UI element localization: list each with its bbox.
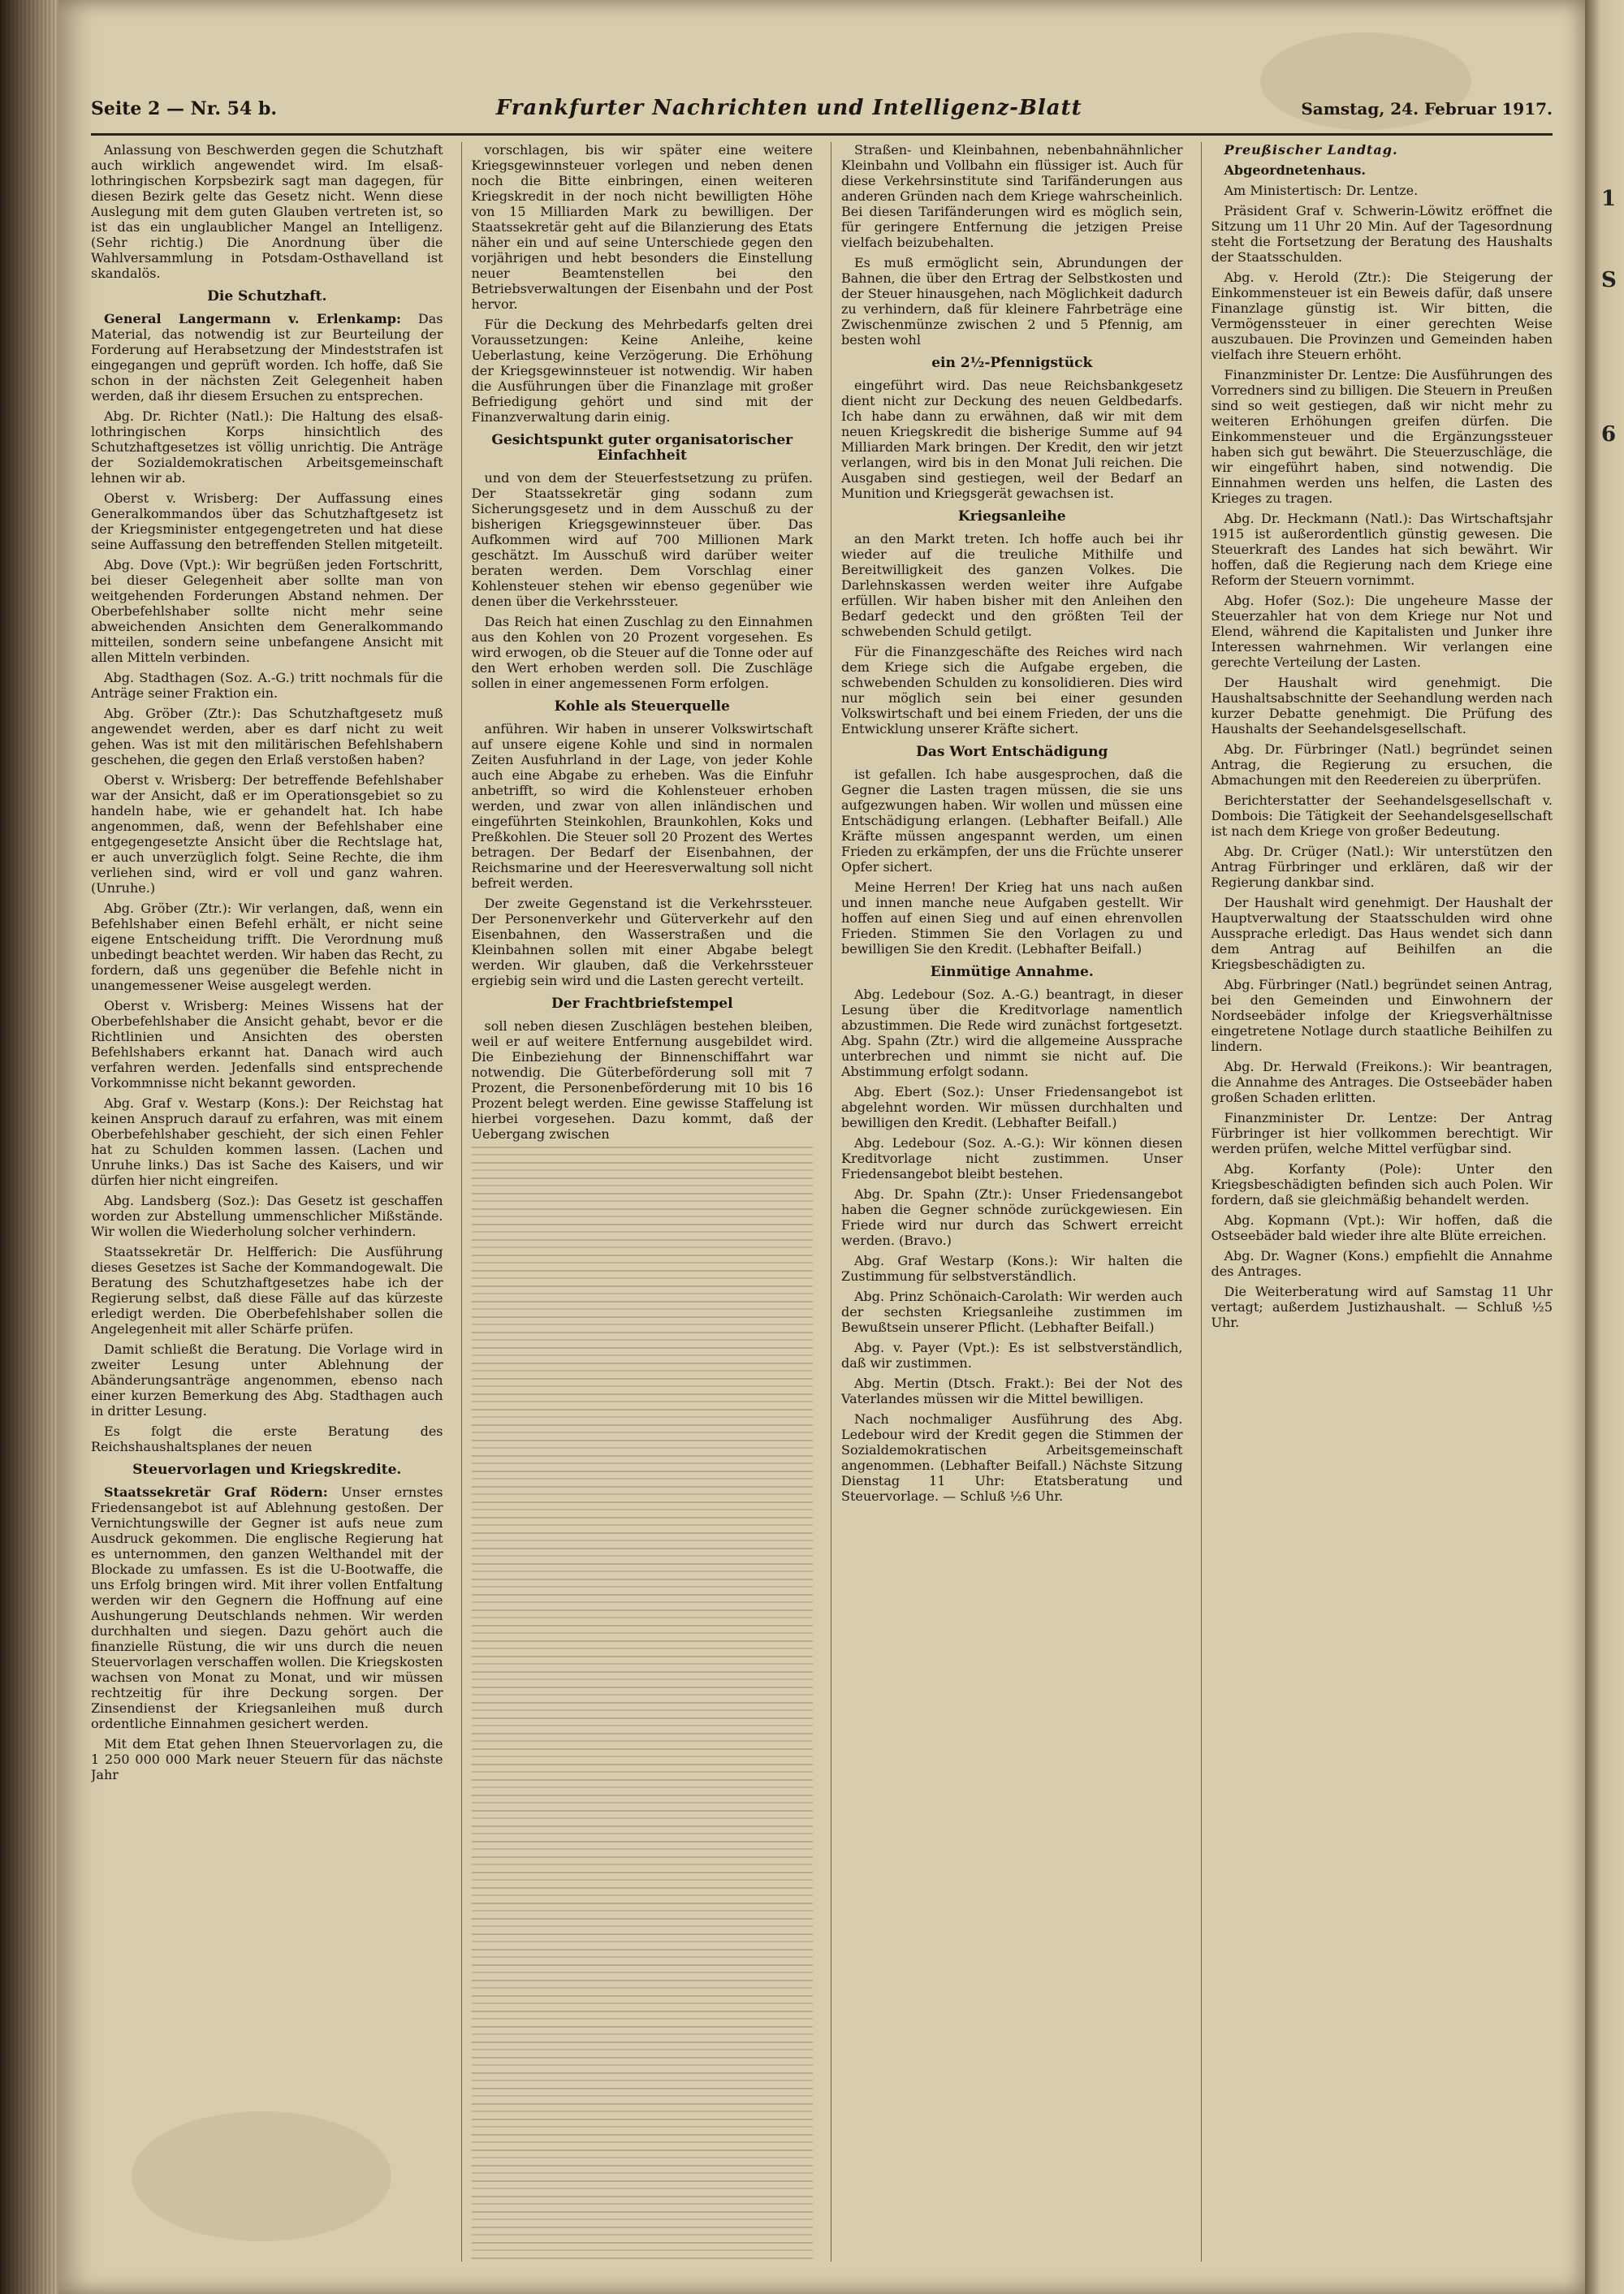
- paragraph: Abg. Dr. Heckmann (Natl.): Das Wirtschaftsjahr 1915 ist außerordentlich günstig gewesen. Die Steuerkraft des Landes hat sich bewährt. Wir hoffen, daß die Regierung nach dem Kriege eine Reform der Steuern vornimmt.: [1211, 511, 1553, 588]
- article-columns: [91, 142, 1553, 2262]
- paragraph: Nach nochmaliger Ausführung des Abg. Ledebour wird der Kredit gegen die Stimmen der Sozialdemokratischen Arbeitsgemeinschaft angenommen. (Lebhafter Beifall.) Nächste Sitzung Dienstag 11 Uhr: Etatsberatung und Steuervorlage. — Schluß ½6 Uhr.: [841, 1411, 1183, 1504]
- paragraph: Die Weiterberatung wird auf Samstag 11 Uhr vertagt; außerdem Justizhaushalt. — Schluß ½5 Uhr.: [1211, 1284, 1553, 1330]
- paragraph: Für die Finanzgeschäfte des Reiches wird nach dem Kriege sich die Aufgabe ergeben, die schwebenden Schulden zu konsolidieren. Dies wird nur möglich sein bei einer gesunden Volkswirtschaft und bei einem Frieden, der uns die Entwicklung unserer Kräfte sichert.: [841, 644, 1183, 737]
- paragraph: Der zweite Gegenstand ist die Verkehrssteuer. Der Personenverkehr und Güterverkehr auf den Eisenbahnen, den Wasserstraßen und die Kleinbahnen sollen mit einer Abgabe belegt werden. Wir glauben, daß die Verkehrssteuer ergiebig sein wird und die Lasten gerecht verteilt.: [471, 896, 813, 988]
- continued-text-block: [472, 1147, 814, 2262]
- paragraph: Abg. Dove (Vpt.): Wir begrüßen jeden Fortschritt, bei dieser Gelegenheit aber sollte man von weitgehenden Forderungen Abstand nehmen. Der Oberbefehlshaber sollte nicht mehr seine abweichenden Ansichten dem Generalkommando mitteilen, sondern seine unbefangene Ansicht mit allen Mitteln verbinden.: [91, 557, 443, 665]
- paragraph: Der Haushalt wird genehmigt. Der Haushalt der Hauptverwaltung der Staatsschulden wird ohne Aussprache erledigt. Das Haus wendet sich dann dem Antrag auf Beihilfen an die Kriegsbeschädigten zu.: [1211, 895, 1553, 972]
- edge-letter: S: [1601, 268, 1617, 292]
- paragraph: Abg. Dr. Richter (Natl.): Die Haltung des elsaß-lothringischen Korps hinsichtlich des Schutzhaftgesetzes ist völlig unrichtig. Die Anträge der Sozialdemokratischen Arbeitsgemeinschaft lehnen wir ab.: [91, 408, 443, 486]
- paragraph: Oberst v. Wrisberg: Der betreffende Befehlshaber war der Ansicht, daß er im Operationsgebiet so zu handeln habe, wie er gehandelt hat. Ich habe angenommen, daß, wenn der Befehlshaber eine entgegengesetzte Ansicht über die Rechtslage hat, er auch unverzüglich folgt. Seine Rechte, die ihm verliehen sind, wird er voll und ganz wahren. (Unruhe.): [91, 772, 443, 896]
- paragraph: Abg. Dr. Crüger (Natl.): Wir unterstützen den Antrag Fürbringer und erklären, daß wir der Regierung dankbar sind.: [1211, 844, 1553, 890]
- newspaper-title: Frankfurter Nachrichten und Intelligenz-Blatt: [495, 96, 1082, 120]
- paragraph: Am Ministertisch: Dr. Lentze.: [1224, 183, 1419, 198]
- paragraph: Anlassung von Beschwerden gegen die Schutzhaft auch wirklich angewendet wird. Im elsaß-lothringischen Korpsbezirk sagt man dagegen, für diesen Bezirk gelte das Gesetz nicht. Wenn diese Auslegung mit dem guten Glauben vertreten ist, so ist das ein unglaublicher Mangel an Intelligenz. (Sehr richtig.) Die Anordnung über die Wahlversammlung in Potsdam-Osthavelland ist skandalös.: [91, 142, 443, 281]
- paragraph: Abg. Ledebour (Soz. A.-G.) beantragt, in dieser Lesung über die Kreditvorlage namentlich abzustimmen. Die Rede wird zunächst fortgesetzt. Abg. Spahn (Ztr.) wird die allgemeine Aussprache unterbrechen und nimmt sie nicht auf. Die Abstimmung erfolgt sodann.: [841, 987, 1183, 1079]
- section-heading: Die Schutzhaft.: [207, 288, 327, 305]
- paragraph: Abg. v. Herold (Ztr.): Die Steigerung der Einkommensteuer ist ein Beweis dafür, daß unsere Finanzlage günstig ist. Wir bitten, die Vermögenssteuer in einer gerechten Weise auszubauen. Die Provinzen und Gemeinden haben vielfach ihre Steuern erhöht.: [1211, 270, 1553, 362]
- paragraph: Abg. Ledebour (Soz. A.-G.): Wir können diesen Kreditvorlage nicht zustimmen. Unser Friedensangebot bleibt bestehen.: [841, 1135, 1183, 1182]
- paragraph: Finanzminister Dr. Lentze: Der Antrag Fürbringer ist hier vollkommen berechtigt. Wir werden prüfen, welche Mittel verfügbar sind.: [1211, 1110, 1553, 1156]
- paragraph: Für die Deckung des Mehrbedarfs gelten drei Voraussetzungen: Keine Anleihe, keine Ueberlastung, keine Verzögerung. Die Erhöhung der Kriegsgewinnsteuer ist notwendig. Wir haben die Ausführungen über die Finanzlage mit großer Befriedigung gehört und sind mit der Finanzverwaltung darin einig.: [471, 317, 813, 425]
- paragraph: Abg. Graf Westarp (Kons.): Wir halten die Zustimmung für selbstverständlich.: [841, 1253, 1183, 1284]
- paragraph: Berichterstatter der Seehandelsgesellschaft v. Dombois: Die Tätigkeit der Seehandelsgesellschaft ist nach dem Kriege von großer Bedeutung.: [1211, 793, 1553, 839]
- paragraph: Oberst v. Wrisberg: Der Auffassung eines Generalkommandos über das Schutzhaftgesetz ist der Kriegsminister entgegengetreten und hat diese seine Auffassung den betreffenden Stellen mitgeteilt.: [91, 490, 443, 552]
- adjacent-page-edge: [1585, 0, 1624, 2294]
- page-number: Seite 2 — Nr. 54 b.: [91, 98, 278, 119]
- paragraph: Abg. Landsberg (Soz.): Das Gesetz ist geschaffen worden zur Abstellung ummenschlicher Mißstände. Wir wollen die Wiederholung solcher verhindern.: [91, 1193, 443, 1239]
- paragraph: Abg. Graf v. Westarp (Kons.): Der Reichstag hat keinen Anspruch darauf zu erfahren, was mit einem Oberbefehlshaber geschieht, der sich einen Fehler hat zu Schulden kommen lassen. (Lachen und Unruhe links.) Das ist Sache des Kaisers, und wir dürfen hier nicht eingreifen.: [91, 1095, 443, 1188]
- section-subtitle: Abgeordnetenhaus.: [1224, 162, 1366, 178]
- section-heading: Einmütige Annahme.: [930, 964, 1094, 980]
- paragraph: Präsident Graf v. Schwerin-Löwitz eröffnet die Sitzung um 11 Uhr 20 Min. Auf der Tagesordnung steht die Fortsetzung der Beratung des Haushalts der Staatsschulden.: [1211, 203, 1553, 265]
- column-1: [91, 142, 443, 2262]
- section-heading: Kriegsanleihe: [957, 508, 1066, 525]
- paragraph: Das Reich hat einen Zuschlag zu den Einnahmen aus den Kohlen von 20 Prozent vorgesehen. Es wird erwogen, ob die Steuer auf die Tonne oder auf den Wert erhoben werden soll. Die Zuschläge sollen in einer angemessenen Form erfolgen.: [471, 614, 813, 691]
- paragraph: Abg. Gröber (Ztr.): Das Schutzhaftgesetz muß angewendet werden, aber es darf nicht zu weit gehen. Was ist mit den militärischen Befehlshabern geschehen, die gegen den Erlaß verstoßen haben?: [91, 706, 443, 767]
- paragraph: Straßen- und Kleinbahnen, nebenbahnähnlicher Kleinbahn und Vollbahn ein flüssiger ist. Auch für diese Verkehrsinstitute sind Tarifänderungen aus anderen Gründen nach dem Kriege wahrscheinlich. Bei diesen Tarifänderungen wird es möglich sein, für geringere Entfernung die jetzigen Preise vielfach beizubehalten.: [841, 142, 1183, 250]
- paragraph: Abg. v. Payer (Vpt.): Es ist selbstverständlich, daß wir zustimmen.: [841, 1340, 1183, 1371]
- paragraph: Abg. Ebert (Soz.): Unser Friedensangebot ist abgelehnt worden. Wir müssen durchhalten und bewilligen den Kredit. (Lebhafter Beifall.): [841, 1084, 1183, 1130]
- paragraph: Abg. Korfanty (Pole): Unter den Kriegsbeschädigten befinden sich auch Polen. Wir fordern, daß sie gleichmäßig behandelt werden.: [1211, 1161, 1553, 1207]
- paragraph: und von dem der Steuerfestsetzung zu prüfen. Der Staatssekretär ging sodann zum Sicherungsgesetz und in dem Ausschuß zu der bisherigen Kriegsgewinnsteuer über. Das Aufkommen wird auf 700 Millionen Mark geschätzt. Im Ausschuß wird darüber weiter beraten werden. Dem Vorschlag einer Kohlensteuer stehen wir ebenso gegenüber wie denen über die Verkehrssteuer.: [471, 470, 813, 609]
- paragraph: Abg. Dr. Herwald (Freikons.): Wir beantragen, die Annahme des Antrages. Die Ostseebäder haben großen Schaden erlitten.: [1211, 1059, 1553, 1105]
- issue-date: Samstag, 24. Februar 1917.: [1301, 99, 1553, 119]
- column-4: [1201, 142, 1553, 2262]
- paragraph: Es folgt die erste Beratung des Reichshaushaltsplanes der neuen: [91, 1423, 443, 1454]
- section-heading: Kohle als Steuerquelle: [554, 698, 730, 715]
- page-header: [91, 96, 1553, 136]
- paragraph: Meine Herren! Der Krieg hat uns nach außen und innen manche neue Aufgaben gestellt. Wir hoffen auf einen Sieg und auf einen ehrenvollen Frieden. Stimmen Sie den Vorlagen zu und bewilligen Sie den Kredit. (Lebhafter Beifall.): [841, 879, 1183, 957]
- paragraph: an den Markt treten. Ich hoffe auch bei ihr wieder auf die treuliche Mithilfe und Bereitwilligkeit des ganzen Volkes. Die Darlehnskassen werden weiter ihre Aufgabe erfüllen. Wir haben bisher mit den Anleihen den Bedarf gedeckt und den größten Teil der schwebenden Schuld getilgt.: [841, 531, 1183, 639]
- paragraph: anführen. Wir haben in unserer Volkswirtschaft auf unsere eigene Kohle und sind in normalen Zeiten Ausfuhrland in der Lage, von jeder Kohle auch eine Abgabe zu erheben. Was die Einfuhr anbetrifft, so wird die Kohlensteuer erhoben werden, und zwar von allen inländischen und eingeführten Steinkohlen, Braunkohlen, Koks und Preßkohlen. Die Steuer soll 20 Prozent des Wertes betragen. Der Bedarf der Eisenbahnen, der Reichsmarine und der Heeresverwaltung soll nicht befreit werden.: [471, 721, 813, 891]
- edge-letter: 6: [1601, 422, 1617, 447]
- paragraph: Damit schließt die Beratung. Die Vorlage wird in zweiter Lesung unter Ablehnung der Abänderungsanträge angenommen, ebenso nach einer kurzen Bemerkung des Abg. Stadthagen auch in dritter Lesung.: [91, 1341, 443, 1419]
- section-heading: Das Wort Entschädigung: [916, 744, 1108, 760]
- paragraph: Abg. Dr. Spahn (Ztr.): Unser Friedensangebot haben die Gegner schnöde zurückgewiesen. Ein Friede wird nur durch das Schwert erreicht werden. (Bravo.): [841, 1186, 1183, 1248]
- column-2: [461, 142, 814, 2262]
- edge-letter: 1: [1601, 187, 1617, 211]
- paragraph: Der Haushalt wird genehmigt. Die Haushaltsabschnitte der Seehandlung werden nach kurzer Debatte genehmigt. Die Prüfung des Haushalts der Seehandelsgesellschaft.: [1211, 675, 1553, 737]
- section-heading: Gesichtspunkt guter organisatorischer Einfachheit: [491, 432, 793, 464]
- speaker-name: Staatssekretär Graf Rödern:: [104, 1484, 328, 1500]
- section-masthead: Preußischer Landtag.: [1224, 142, 1398, 158]
- section-heading: ein 2½-Pfennigstück: [931, 355, 1093, 371]
- paragraph: Abg. Stadthagen (Soz. A.-G.) tritt nochmals für die Anträge seiner Fraktion ein.: [91, 670, 443, 701]
- paragraph: Staatssekretär Dr. Helfferich: Die Ausführung dieses Gesetzes ist Sache der Kommandogewalt. Die Beratung des Schutzhaftgesetzes habe ich der Regierung selbst, daß diese Fälle auf das kürzeste erledigt werden. Die Oberbefehlshaber sollen die Angelegenheit mit aller Schärfe prüfen.: [91, 1244, 443, 1337]
- speaker-name: General Langermann v. Erlenkamp:: [104, 311, 401, 326]
- speech-text: Unser ernstes Friedensangebot ist auf Ablehnung gestoßen. Der Vernichtungswille der Gegner ist aufs neue zum Ausdruck gekommen. Die englische Regierung hat es unternommen, den ganzen Welthandel mit der Blockade zu umfassen. Es ist die U-Bootwaffe, die uns Erfolg bringen wird. Mit ihrer vollen Entfaltung werden wir den Gegnern die Hoffnung auf eine Aushungerung Deutschlands nehmen. Wir werden durchhalten und siegen. Dazu gehört auch die finanzielle Rüstung, die wir uns durch die neuen Steuervorlagen verschaffen wollen. Die Kriegskosten wachsen von Monat zu Monat, und wir müssen rechtzeitig für ihre Deckung sorgen. Der Zinsendienst der Kriegsanleihen muß durch ordentliche Einnahmen gesichert werden.: [91, 1484, 443, 1731]
- speech-text: Das Material, das notwendig ist zur Beurteilung der Forderung auf Herabsetzung der Mindeststrafen ist eingegangen und geprüft worden. Ich hoffe, daß Sie schon in der nächsten Zeit Gelegenheit haben werden, daß ihr diesem Ersuchen zu entsprechen.: [91, 311, 443, 404]
- section-heading: Der Frachtbriefstempel: [551, 996, 733, 1012]
- section-heading: Steuervorlagen und Kriegskredite.: [132, 1462, 402, 1478]
- paragraph: [91, 311, 443, 404]
- paragraph: Abg. Dr. Fürbringer (Natl.) begründet seinen Antrag, die Regierung zu ersuchen, die Abmachungen mit den Reedereien zu überprüfen.: [1211, 741, 1553, 788]
- newspaper-page: [58, 0, 1585, 2294]
- paragraph: Abg. Prinz Schönaich-Carolath: Wir werden auch der sechsten Kriegsanleihe zustimmen im Bewußtsein unserer Pflicht. (Lebhafter Beifall.): [841, 1289, 1183, 1335]
- paragraph: [91, 1484, 443, 1731]
- paragraph: Abg. Fürbringer (Natl.) begründet seinen Antrag, bei den Gemeinden und Einwohnern der Nordseebäder infolge der Kriegsverhältnisse eingetretene Notlage durch staatliche Beihilfen zu lindern.: [1211, 977, 1553, 1054]
- paragraph: Abg. Gröber (Ztr.): Wir verlangen, daß, wenn ein Befehlshaber einen Befehl erhält, er nicht seine eigene Entscheidung trifft. Die Verordnung muß unbedingt beachtet werden. Wir haben das Recht, zu fordern, daß uns gegenüber die Befehle nicht in unangemessener Weise ausgelegt werden.: [91, 901, 443, 993]
- paragraph: Abg. Dr. Wagner (Kons.) empfiehlt die Annahme des Antrages.: [1211, 1248, 1553, 1279]
- paragraph: Abg. Kopmann (Vpt.): Wir hoffen, daß die Ostseebäder bald wieder ihre alte Blüte erreichen.: [1211, 1212, 1553, 1243]
- paragraph: soll neben diesen Zuschlägen bestehen bleiben, weil er auf weitere Entfernung ausgebildet wird. Die Einbeziehung der Binnenschiffahrt war notwendig. Die Güterbeförderung soll mit 7 Prozent, die Personenbeförderung mit 10 bis 16 Prozent belegt werden. Eine gewisse Staffelung ist hierbei vorgesehen. Dazu kommt, daß der Uebergang zwischen: [471, 1018, 813, 1142]
- paragraph: ist gefallen. Ich habe ausgesprochen, daß die Gegner die Lasten tragen müssen, die sie uns aufgezwungen haben. Wir wollen und müssen eine Entschädigung erlangen. (Lebhafter Beifall.) Alle Kräfte müssen angespannt werden, um einen Frieden zu erkämpfen, der uns die Früchte unserer Opfer sichert.: [841, 767, 1183, 875]
- column-3: [831, 142, 1183, 2262]
- paragraph: Finanzminister Dr. Lentze: Die Ausführungen des Vorredners sind zu billigen. Die Steuern in Preußen sind so weit gestiegen, daß wir nicht mehr zu weiteren Erhöhungen greifen dürfen. Die Einkommensteuer und die Ergänzungssteuer haben sich gut bewährt. Die Steuerzuschläge, die wir eingeführt haben, sind notwendig. Die Einnahmen werden uns helfen, die Lasten des Krieges zu tragen.: [1211, 367, 1553, 506]
- paragraph: eingeführt wird. Das neue Reichsbankgesetz dient nicht zur Deckung des neuen Geldbedarfs. Ich habe dann zu erwähnen, daß wir mit dem neuen Kriegskredit die bisherige Summe auf 94 Milliarden Mark bringen. Der Kredit, den wir jetzt verlangen, wird bis in den Monat Juli reichen. Die Ausgaben sind gestiegen, weil der Bedarf an Munition und Kriegsgerät gewachsen ist.: [841, 378, 1183, 501]
- paragraph: Abg. Mertin (Dtsch. Frakt.): Bei der Not des Vaterlandes müssen wir die Mittel bewilligen.: [841, 1376, 1183, 1406]
- paragraph: Oberst v. Wrisberg: Meines Wissens hat der Oberbefehlshaber die Ansicht gehabt, bevor er die Richtlinien und Ansichten des obersten Befehlshabers erkannt hat. Danach wird auch verfahren werden. Jedenfalls sind entsprechende Vorkommnisse nicht bekannt geworden.: [91, 998, 443, 1091]
- paragraph: Abg. Hofer (Soz.): Die ungeheure Masse der Steuerzahler hat von dem Kriege nur Not und Elend, während die Kapitalisten und Junker ihre Interessen wahrnehmen. Wir verlangen eine gerechte Verteilung der Lasten.: [1211, 593, 1553, 670]
- paragraph: vorschlagen, bis wir später eine weitere Kriegsgewinnsteuer vorlegen und neben denen noch die Bitte einbringen, einen weiteren Kriegskredit in der noch nicht bewilligten Höhe von 15 Milliarden Mark zu bewilligen. Der Staatssekretär geht auf die Bilanzierung des Etats näher ein und auf seine Unterschiede gegen den vorjährigen und hebt besonders die Einstellung neuer Beamtenstellen bei den Betriebsverwaltungen der Eisenbahn und der Post hervor.: [471, 142, 813, 312]
- paragraph: Es muß ermöglicht sein, Abrundungen der Bahnen, die über den Ertrag der Selbstkosten und der Steuer hinausgehen, nach Möglichkeit dadurch zu verhindern, daß für kleinere Fahrbeträge eine Zwischenmünze zwischen 2 und 5 Pfennig, am besten wohl: [841, 255, 1183, 348]
- paragraph: Mit dem Etat gehen Ihnen Steuervorlagen zu, die 1 250 000 000 Mark neuer Steuern für das nächste Jahr: [91, 1736, 443, 1782]
- book-spine: [0, 0, 58, 2294]
